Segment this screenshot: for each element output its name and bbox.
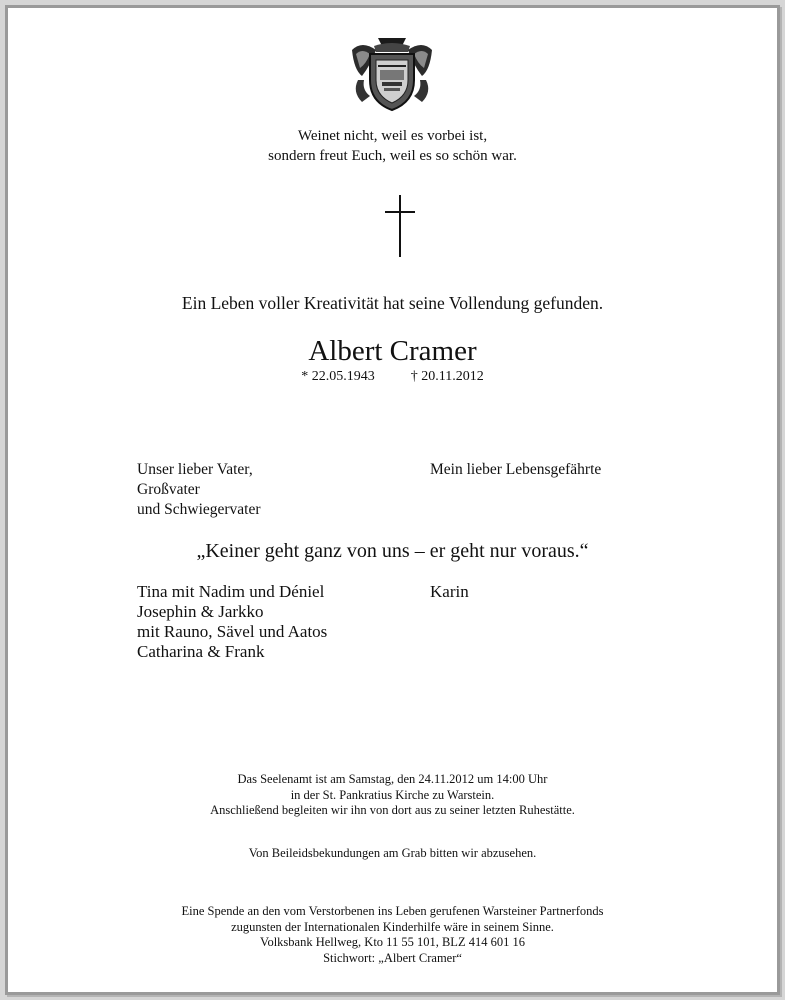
mourner-line: mit Rauno, Sävel und Aatos — [137, 622, 328, 641]
mourners-left — [137, 582, 327, 662]
lead-sentence: Ein Leben voller Kreativität hat seine Vollendung gefunden. — [181, 293, 604, 313]
service-line: in der St. Pankratius Kirche zu Warstein. — [290, 787, 495, 802]
motto — [8, 126, 777, 166]
birth-date: * 22.05.1943 — [301, 369, 375, 384]
relation-line: Mein lieber Lebensgefährte — [430, 461, 602, 478]
relation-line: Großvater — [137, 481, 200, 498]
donation-line: zugunsten der Internationalen Kinderhilfe wäre in seinem Sinne. — [231, 919, 554, 934]
condolence-note: Von Beileidsbekundungen am Grab bitten wir abzusehen. — [248, 846, 537, 860]
relations-right — [430, 460, 601, 480]
service-line: Das Seelenamt ist am Samstag, den 24.11.2012 um 14:00 Uhr — [237, 772, 548, 786]
relation-line: und Schwiegervater — [137, 501, 261, 518]
mourner-line: Josephin & Jarkko — [137, 602, 264, 621]
mourner-line: Karin — [430, 582, 469, 601]
quote: „Keiner geht ganz von uns – er geht nur voraus.“ — [196, 540, 589, 562]
life-dates — [8, 369, 777, 385]
donation-line: Volksbank Hellweg, Kto 11 55 101, BLZ 414 601 16 — [260, 935, 525, 949]
donation-line: Stichwort: „Albert Cramer“ — [323, 950, 462, 965]
donation-info — [8, 904, 777, 966]
mourners-right — [430, 582, 469, 602]
mourner-line: Catharina & Frank — [137, 642, 265, 661]
obituary-card — [5, 5, 780, 995]
death-date: † 20.11.2012 — [410, 369, 484, 384]
relation-line: Unser lieber Vater, — [137, 461, 253, 478]
service-info — [8, 772, 777, 819]
donation-line: Eine Spende an den vom Verstorbenen ins Leben gerufenen Warsteiner Partnerfonds — [181, 904, 604, 918]
service-line: Anschließend begleiten wir ihn von dort aus zu seiner letzten Ruhestätte. — [210, 803, 575, 817]
cross-icon — [382, 195, 418, 257]
deceased-name: Albert Cramer — [308, 335, 477, 367]
coat-of-arms-icon — [348, 36, 436, 112]
relations-left — [137, 460, 261, 520]
mourner-line: Tina mit Nadim und Déniel — [137, 582, 325, 601]
motto-line: Weinet nicht, weil es vorbei ist, — [297, 128, 488, 144]
motto-line: sondern freut Euch, weil es so schön war. — [268, 148, 517, 164]
